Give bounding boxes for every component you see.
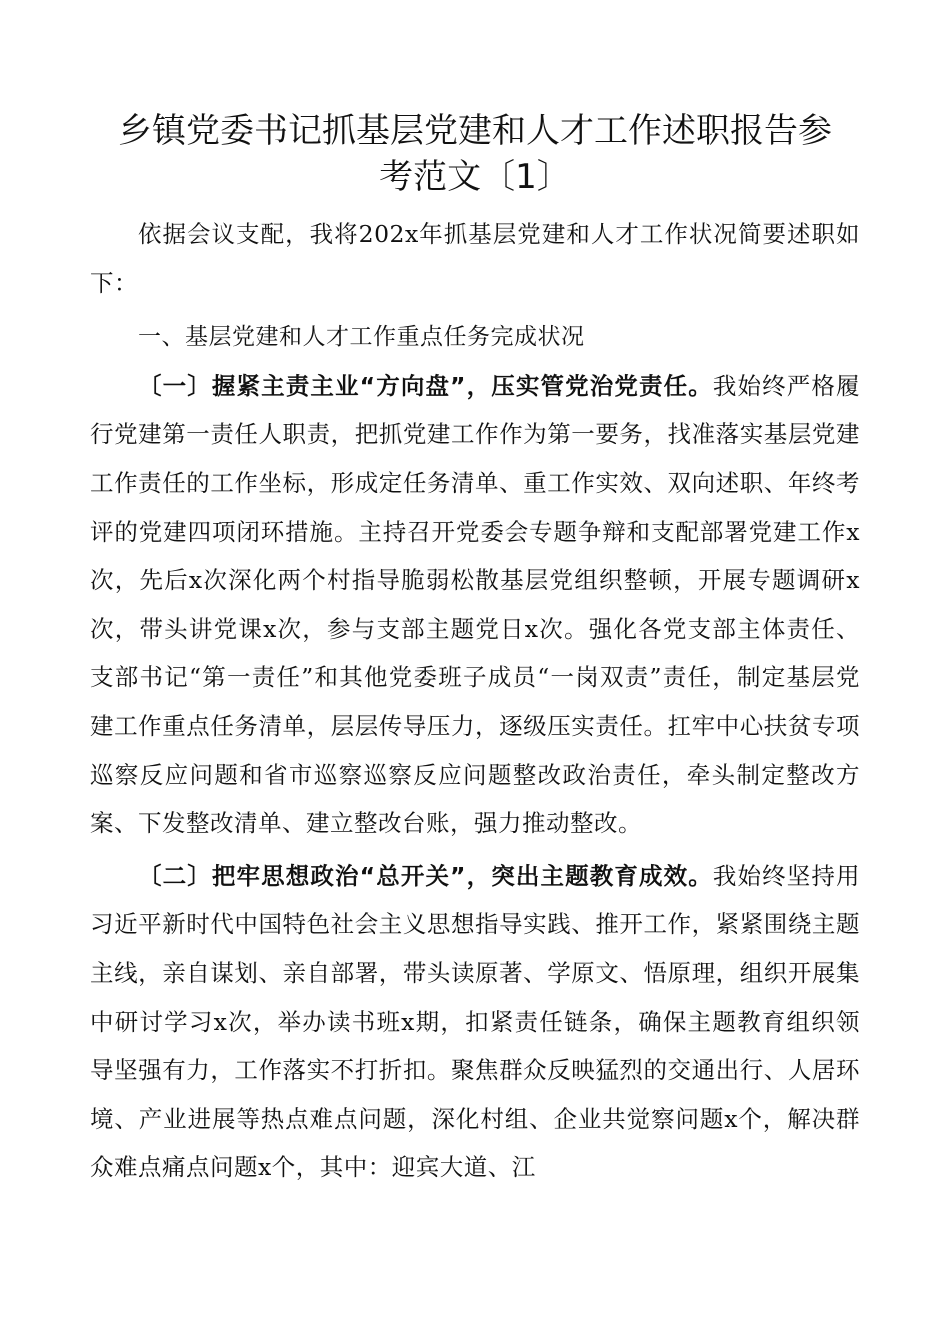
title-line-2: 考范文〔1〕 [379, 157, 571, 197]
paragraph-1-text: 我始终严格履行党建第一责任人职责，把抓党建工作作为第一要务，找准落实基层党建工作责任的工作坐标，形成定任务清单、重工作实效、双向述职、年终考评的党建四项闭环措施。主持召开党委会专题争辩和支配部署党建工作x次，先后x次深化两个村指导脆弱松散基层党组织整顿，开展专题调研x次，带头讲党课x次，参与支部主题党日x次。强化各党支部主体责任、支部书记“第一责任”和其他党委班子成员“一岗双责”责任，制定基层党建工作重点任务清单，层层传导压力，逐级压实责任。扛牢中心扶贫专项巡察反应问题和省市巡察巡察反应问题整改政治责任，牵头制定整改方案、下发整改清单、建立整改台账，强力推动整改。 [90, 371, 861, 838]
title-line-1: 乡镇党委书记抓基层党建和人才工作述职报告参 [118, 111, 832, 151]
paragraph-1 [90, 362, 860, 848]
paragraph-2-lead: 〔二〕把牢思想政治“总开关”，突出主题教育成效。 [138, 861, 713, 890]
paragraph-2-text: 我始终坚持用习近平新时代中国特色社会主义思想指导实践、推开工作，紧紧围绕主题主线，亲自谋划、亲自部署，带头读原著、学原文、悟原理，组织开展集中研讨学习x次，举办读书班x期，扣紧责任链条，确保主题教育组织领导坚强有力，工作落实不打折扣。聚焦群众反映猛烈的交通出行、人居环境、产业进展等热点难点问题，深化村组、企业共觉察问题x个，解决群众难点痛点问题x个，其中：迎宾大道、江 [90, 861, 861, 1182]
document-title [60, 108, 890, 200]
paragraph-1-lead: 〔一〕握紧主责主业“方向盘”，压实管党治党责任。 [138, 371, 713, 400]
document-body [90, 210, 860, 1192]
intro-paragraph: 依据会议支配，我将202x年抓基层党建和人才工作状况简要述职如下： [90, 220, 860, 297]
section-heading-1: 一、基层党建和人才工作重点任务完成状况 [138, 324, 585, 351]
paragraph-2 [90, 852, 860, 1192]
